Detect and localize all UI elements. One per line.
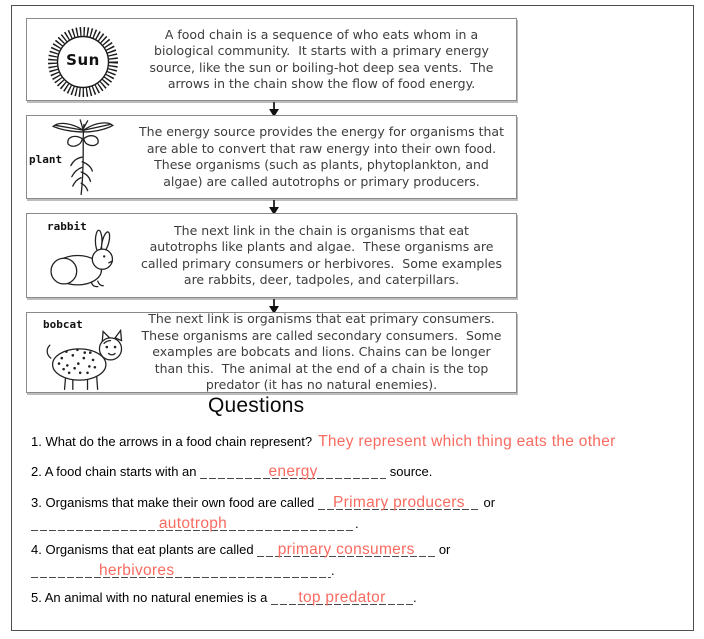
- question-4-answer-1[interactable]: primary consumers: [277, 541, 415, 558]
- question-4-blank-1[interactable]: [257, 540, 435, 557]
- chain-box-text: A food chain is a sequence of who eats whom in a biological community. It starts with a primary energy source, like the sun or boiling-hot deep sea vents. The arrows in the chain show the flow of food energy.: [149, 26, 498, 91]
- question-4: [31, 540, 685, 580]
- question-2-suffix: source.: [389, 464, 433, 479]
- sun-label: Sun: [66, 51, 100, 69]
- question-2-text: 2. A food chain starts with an: [31, 464, 197, 479]
- question-5-blank[interactable]: [271, 588, 413, 605]
- plant-icon-area: [27, 116, 139, 198]
- question-2-blank[interactable]: [200, 462, 386, 479]
- question-3-blank-1[interactable]: [318, 493, 480, 510]
- question-3: [31, 493, 685, 533]
- chain-box-rabbit: [26, 213, 517, 298]
- question-1-text: 1. What do the arrows in a food chain represent?: [31, 434, 313, 449]
- rabbit-icon-area: [27, 214, 139, 297]
- question-1: [31, 432, 685, 451]
- bobcat-label: bobcat: [43, 318, 83, 331]
- question-2-answer[interactable]: energy: [268, 463, 318, 480]
- rabbit-label: rabbit: [47, 220, 87, 233]
- chain-box-plant: [26, 115, 517, 199]
- question-3-answer-1[interactable]: Primary producers: [333, 494, 465, 511]
- plant-label: plant: [29, 153, 63, 166]
- question-3-text: 3. Organisms that make their own food are called: [31, 495, 315, 510]
- question-4-mid: or: [438, 542, 451, 557]
- question-5-suffix: .: [412, 590, 417, 605]
- sun-icon-area: [27, 19, 139, 100]
- rabbit-icon: [37, 228, 132, 294]
- question-4-answer-2[interactable]: herbivores: [99, 562, 175, 579]
- question-4-blank-2[interactable]: [31, 561, 331, 578]
- question-3-mid: or: [483, 495, 496, 510]
- question-3-suffix: .: [355, 516, 359, 531]
- question-3-answer-2[interactable]: autotroph: [158, 515, 228, 532]
- question-4-suffix: .: [331, 563, 335, 578]
- question-4-text: 4. Organisms that eat plants are called: [31, 542, 254, 557]
- question-5-answer[interactable]: top predator: [298, 589, 386, 606]
- chain-box-text: The next link is organisms that eat primary consumers. These organisms are called secondary consumers. Some examples are bobcats and lions. Chains can be longer than this. The animal at the end of a chain is the top predator (it has no natural enemies).: [141, 311, 506, 393]
- chain-box-bobcat: [26, 312, 517, 393]
- question-3-blank-2[interactable]: [31, 514, 355, 531]
- question-5: [31, 588, 685, 607]
- questions-heading: Questions: [208, 394, 305, 417]
- chain-box-text: The energy source provides the energy for organisms that are able to convert that raw energy into their own food. These organisms (such as plants, phytoplankton, and algae) are called autotrophs or primary producers.: [139, 124, 508, 189]
- chain-box-sun: [26, 18, 517, 101]
- question-2: [31, 462, 685, 481]
- chain-box-text: The next link in the chain is organisms that eat autotrophs like plants and algae. These organisms are called primary consumers or herbivores. Some examples are rabbits, deer, tadpoles, and caterpillars.: [140, 222, 506, 287]
- bobcat-icon-area: [27, 313, 139, 392]
- question-1-answer[interactable]: They represent which thing eats the other: [318, 433, 616, 450]
- question-5-text: 5. An animal with no natural enemies is a: [31, 590, 268, 605]
- bobcat-icon: [31, 325, 133, 393]
- worksheet-page: [11, 5, 694, 631]
